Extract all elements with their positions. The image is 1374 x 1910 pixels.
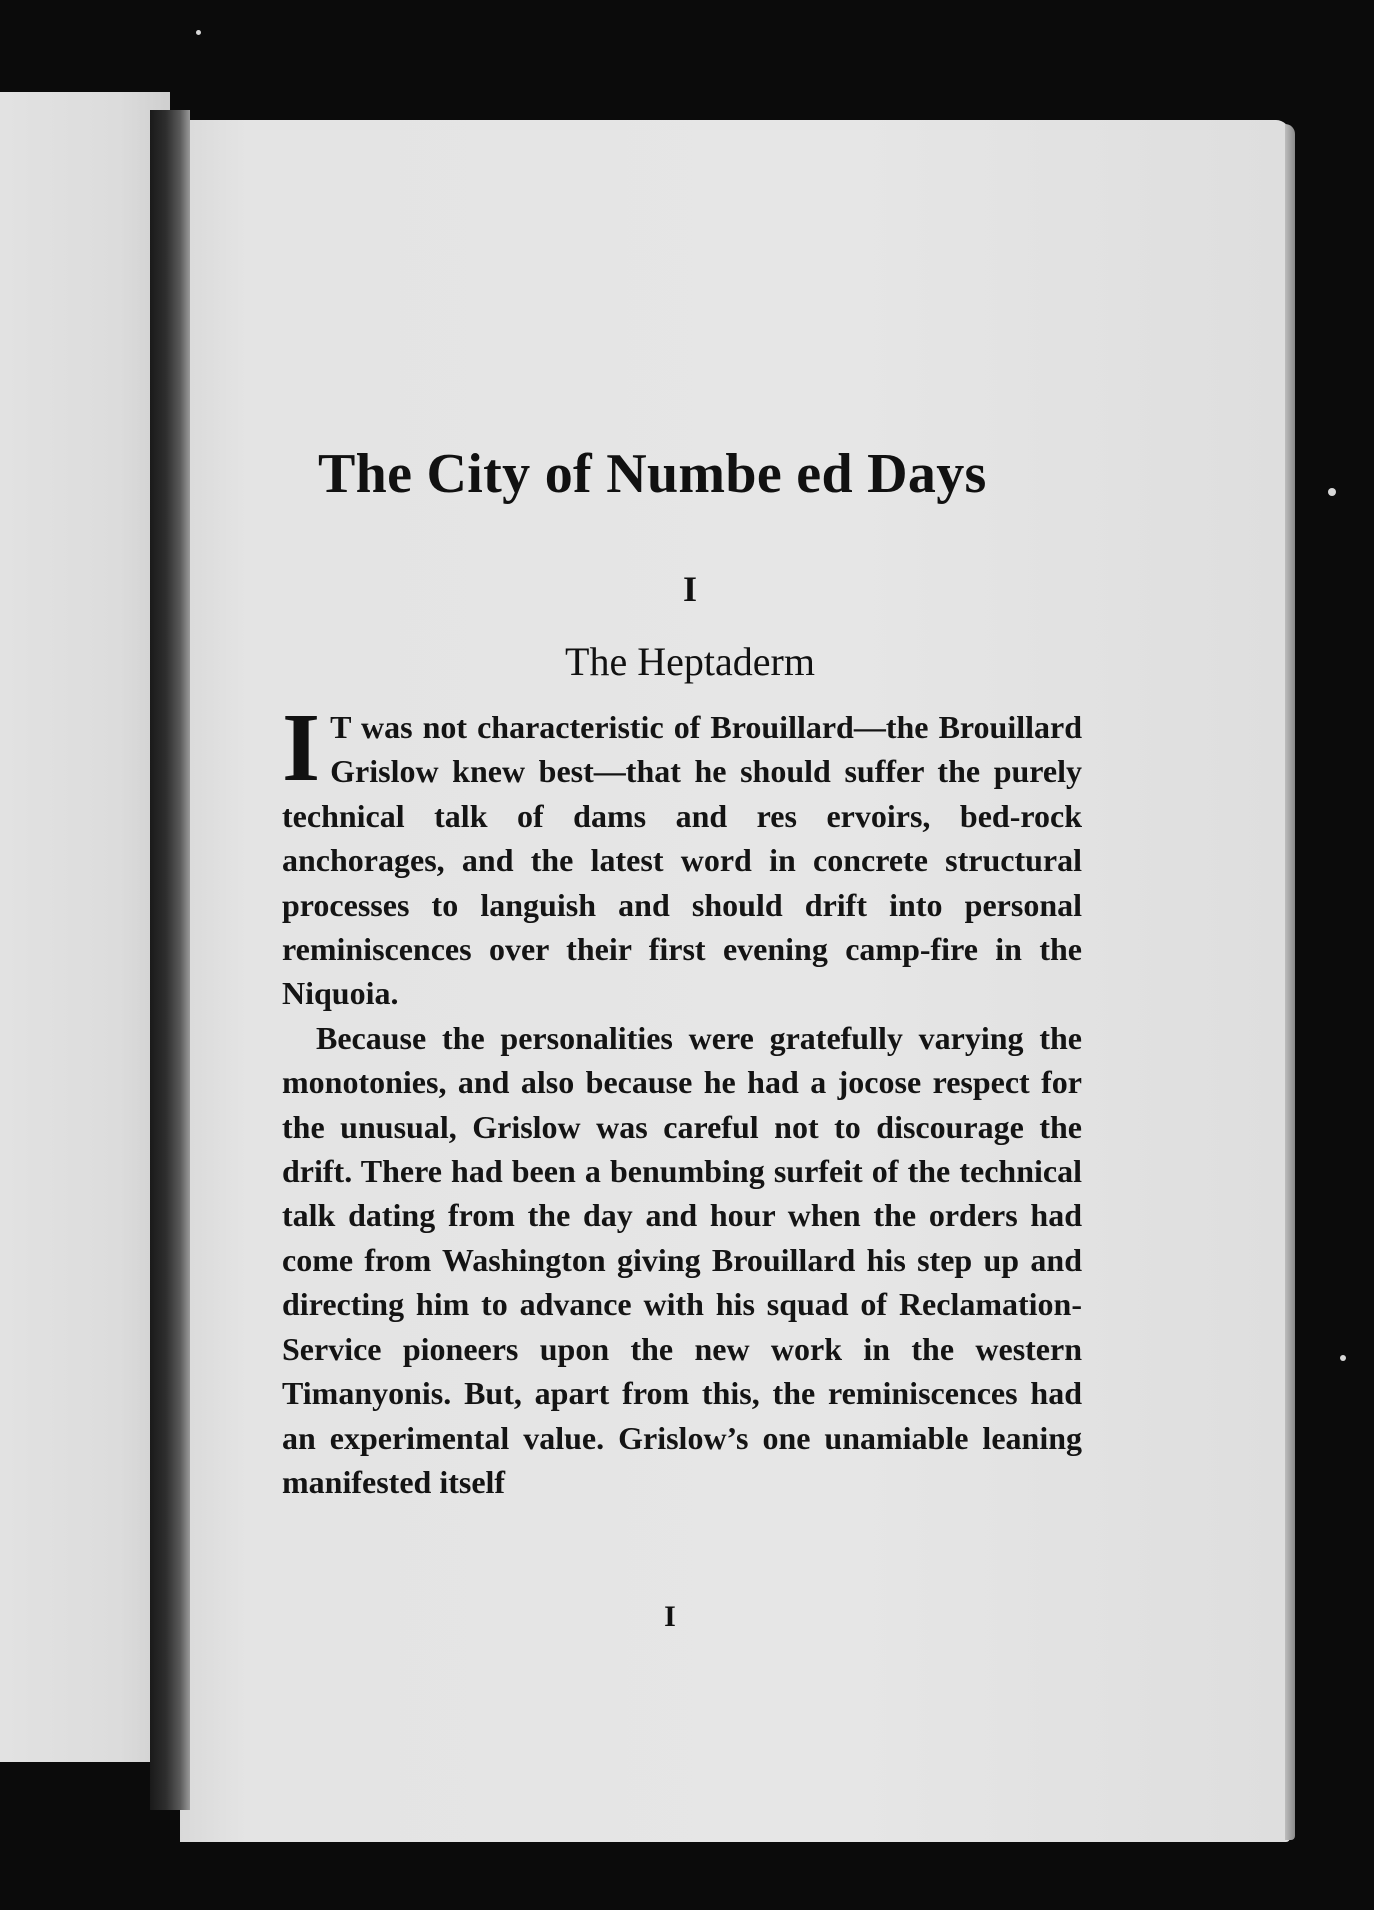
chapter-title: The Heptaderm <box>565 639 815 684</box>
book-gutter <box>150 110 190 1810</box>
page-edge <box>1285 124 1295 1840</box>
drop-cap: I <box>282 694 321 802</box>
facing-page <box>0 92 170 1762</box>
dust-speck <box>196 30 201 35</box>
book-title: The City of Numbe ed Days <box>318 443 987 505</box>
paragraph-text: T was not characteristic of Brouillard—the Brouillard Grislow knew best—that he should suffer the purely technical talk of dams and res ervoirs, bed-rock anchorages, and the latest word in concrete structural processes to languish and should drift into personal reminiscences over their first evening camp-fire in the Niquoia. <box>282 709 1082 1012</box>
paragraph: Because the personalities were gratefully varying the monotonies, and also because he had a jocose respect for the unusual, Grislow was careful not to discourage the drift. There had been a benumbing surfeit of the technical talk dating from the day and hour when the orders had come from Washington giving Brouillard his step up and directing him to advance with his squad of Reclamation-Service pioneers upon the new work in the western Timanyonis. But, apart from this, the reminiscences had an experimental value. Grislow’s one unamiable leaning manifested itself <box>282 1019 1082 1500</box>
page-number: I <box>664 1600 676 1633</box>
chapter-number: I <box>682 569 697 609</box>
dust-speck <box>1340 1355 1346 1361</box>
dust-speck <box>1328 488 1336 496</box>
paragraph <box>282 694 1082 1016</box>
chapter-body <box>282 694 1082 1504</box>
